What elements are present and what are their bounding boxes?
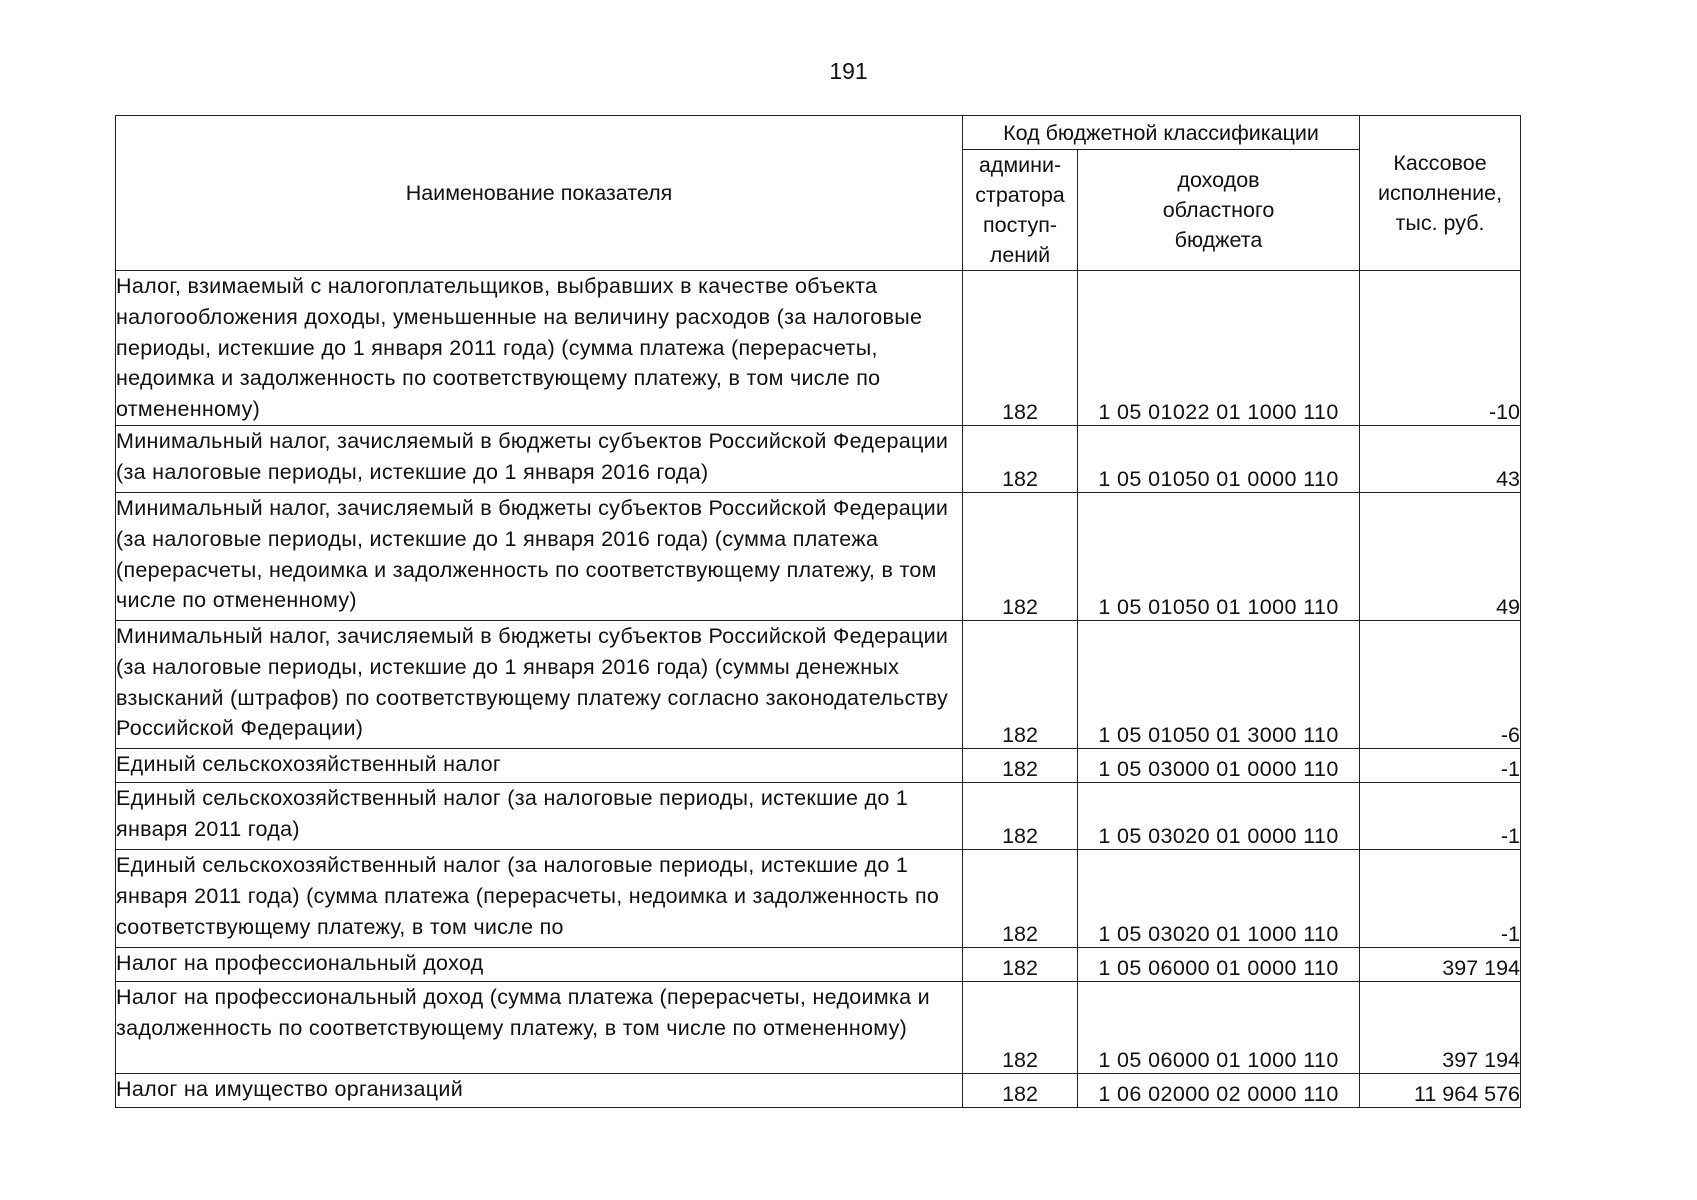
cash-execution-value: 397 194 xyxy=(1360,981,1521,1073)
header-revenue-administrator-label: админи- стратора поступ- лений xyxy=(975,153,1065,267)
revenue-code: 1 05 03000 01 0000 110 xyxy=(1078,748,1360,782)
administrator-code: 182 xyxy=(963,492,1078,620)
revenue-code: 1 05 01050 01 1000 110 xyxy=(1078,492,1360,620)
revenue-code: 1 05 01050 01 0000 110 xyxy=(1078,425,1360,492)
header-indicator-name: Наименование показателя xyxy=(116,116,963,271)
indicator-name: Единый сельскохозяйственный налог (за налоговые периоды, истекшие до 1 января 2011 года) xyxy=(116,782,963,849)
indicator-name: Налог, взимаемый с налогоплательщиков, выбравших в качестве объекта налогообложения доходы, уменьшенные на величину расходов (за налоговые периоды, истекшие до 1 января 2011 года) (сумма платежа (перерасчеты, недоимка и задолженность по соответствующему платежу, в том числе по отмененному) xyxy=(116,271,963,426)
administrator-code: 182 xyxy=(963,947,1078,981)
indicator-name: Минимальный налог, зачисляемый в бюджеты субъектов Российской Федерации (за налоговые периоды, истекшие до 1 января 2016 года) xyxy=(116,425,963,492)
header-cash-execution-label: Кассовое исполнение, тыс. руб. xyxy=(1377,151,1503,235)
indicator-name: Налог на имущество организаций xyxy=(116,1073,963,1107)
indicator-name: Минимальный налог, зачисляемый в бюджеты субъектов Российской Федерации (за налоговые периоды, истекшие до 1 января 2016 года) (суммы денежных взысканий (штрафов) по соответствующему платежу согласно законодательству Российской Федерации) xyxy=(116,620,963,748)
table-row xyxy=(116,271,1521,426)
cash-execution-value: -1 xyxy=(1360,748,1521,782)
cash-execution-value: 49 xyxy=(1360,492,1521,620)
table-row xyxy=(116,981,1521,1073)
indicator-name: Налог на профессиональный доход (сумма платежа (перерасчеты, недоимка и задолженность по соответствующему платежу, в том числе по отмененному) xyxy=(116,981,963,1073)
administrator-code: 182 xyxy=(963,425,1078,492)
table-row xyxy=(116,492,1521,620)
administrator-code: 182 xyxy=(963,1073,1078,1107)
cash-execution-value: -10 xyxy=(1360,271,1521,426)
budget-revenue-table xyxy=(115,115,1521,1108)
header-revenue-administrator xyxy=(963,150,1078,271)
table-row xyxy=(116,425,1521,492)
cash-execution-value: -1 xyxy=(1360,782,1521,849)
table-row xyxy=(116,782,1521,849)
cash-execution-value: -6 xyxy=(1360,620,1521,748)
indicator-name: Единый сельскохозяйственный налог (за налоговые периоды, истекшие до 1 января 2011 года) (сумма платежа (перерасчеты, недоимка и задолженность по соответствующему платежу, в том числе по xyxy=(116,849,963,947)
header-regional-budget-revenue-label: доходов областного бюджета xyxy=(1162,168,1275,252)
table-row xyxy=(116,620,1521,748)
administrator-code: 182 xyxy=(963,782,1078,849)
administrator-code: 182 xyxy=(963,271,1078,426)
administrator-code: 182 xyxy=(963,981,1078,1073)
cash-execution-value: 43 xyxy=(1360,425,1521,492)
administrator-code: 182 xyxy=(963,620,1078,748)
header-cash-execution xyxy=(1360,116,1521,271)
revenue-code: 1 05 01022 01 1000 110 xyxy=(1078,271,1360,426)
page-number: 191 xyxy=(829,58,868,84)
table-row xyxy=(116,1073,1521,1107)
indicator-name: Единый сельскохозяйственный налог xyxy=(116,748,963,782)
table-body xyxy=(116,271,1521,1108)
revenue-code: 1 06 02000 02 0000 110 xyxy=(1078,1073,1360,1107)
cash-execution-value: 11 964 576 xyxy=(1360,1073,1521,1107)
table-row xyxy=(116,849,1521,947)
administrator-code: 182 xyxy=(963,849,1078,947)
administrator-code: 182 xyxy=(963,748,1078,782)
revenue-code: 1 05 06000 01 0000 110 xyxy=(1078,947,1360,981)
header-regional-budget-revenue xyxy=(1078,150,1360,271)
revenue-code: 1 05 01050 01 3000 110 xyxy=(1078,620,1360,748)
indicator-name: Минимальный налог, зачисляемый в бюджеты субъектов Российской Федерации (за налоговые периоды, истекшие до 1 января 2016 года) (сумма платежа (перерасчеты, недоимка и задолженность по соответствующему платежу, в том числе по отмененному) xyxy=(116,492,963,620)
table-header xyxy=(116,116,1521,271)
table-row xyxy=(116,748,1521,782)
cash-execution-value: 397 194 xyxy=(1360,947,1521,981)
revenue-code: 1 05 06000 01 1000 110 xyxy=(1078,981,1360,1073)
cash-execution-value: -1 xyxy=(1360,849,1521,947)
revenue-code: 1 05 03020 01 0000 110 xyxy=(1078,782,1360,849)
revenue-code: 1 05 03020 01 1000 110 xyxy=(1078,849,1360,947)
indicator-name: Налог на профессиональный доход xyxy=(116,947,963,981)
header-budget-classification-code: Код бюджетной классификации xyxy=(963,116,1360,150)
table-row xyxy=(116,947,1521,981)
